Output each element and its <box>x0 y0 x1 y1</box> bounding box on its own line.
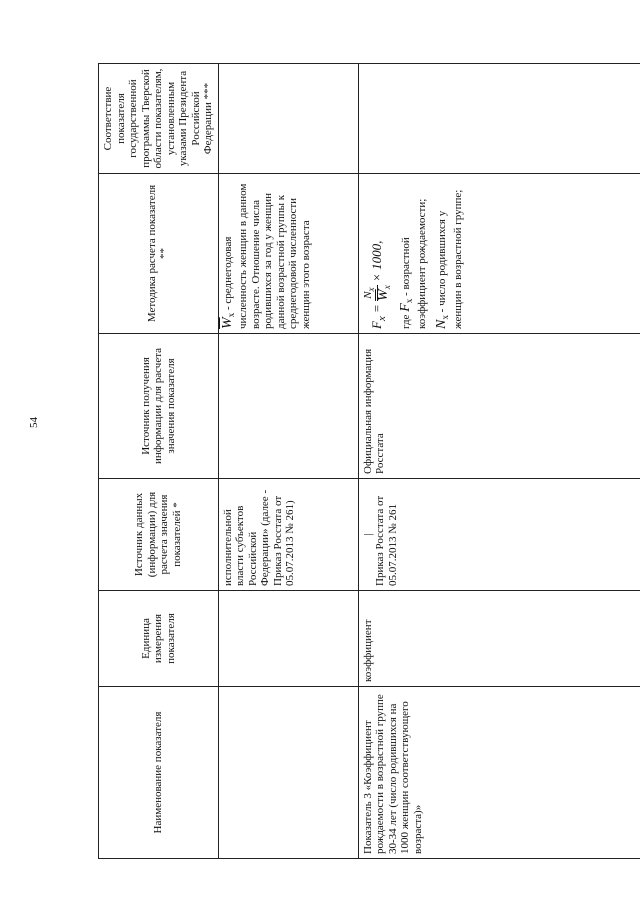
header-indicator-name: Наименование показателя <box>99 687 219 859</box>
indicator-row <box>358 64 640 859</box>
cont-col2 <box>218 591 358 687</box>
indicator-compliance <box>358 64 640 174</box>
indicator-info-source: Официальная информация Росстата <box>358 334 640 479</box>
formula-fraction: $N_x$ $\overline{W}_x$ <box>361 285 393 301</box>
indicators-table <box>98 63 640 859</box>
cont-method-text: - среднегодовая численность женщин в данном возрасте. Отношение числа родившихся за год у женщин данной возрастной группы к среднегодовой численности женщин этого возраста <box>221 183 312 329</box>
header-method: Методика расчета показателя ** <box>99 174 219 334</box>
cont-col4 <box>218 334 358 479</box>
header-data-source: Источник данных (информации) для расчета значения показателей * <box>99 479 219 591</box>
page-number: 54 <box>28 417 40 428</box>
definition-f: где $F_x$ - возрастной коэффициент рождаемости; <box>397 198 428 329</box>
indicator-method <box>358 174 640 334</box>
indicator-unit: коэффициент <box>358 591 640 687</box>
cont-method <box>218 174 358 334</box>
source-dash: | <box>361 533 374 536</box>
birth-rate-formula: $F_x$ = $N_x$ $\overline{W}_x$ × 1000, <box>361 240 393 329</box>
definition-n: $N_x$ - число родившихся у женщин в возрастной группе; <box>434 189 464 329</box>
cont-col6 <box>218 64 358 174</box>
continuation-row <box>218 64 358 859</box>
header-info-source: Источник получения информации для расчета значения показателя <box>99 334 219 479</box>
header-compliance: Соответствие показателя государственной программы Тверской области показателям, установленным указами Президента Российской Федерации *** <box>99 64 219 174</box>
w-subscript: x <box>225 312 236 318</box>
w-symbol: $\overline{W}$ <box>219 317 235 329</box>
indicator-name: Показатель 3 «Коэффициент рождаемости в возрастной группе 30-34 лет (число родившихся на 1000 женщин соответствующего возраста)» <box>358 687 640 859</box>
source-text: Приказ Росстата от 05.07.2013 № 261 <box>374 495 399 586</box>
header-row <box>99 64 219 859</box>
header-unit: Единица измерения показателя <box>99 591 219 687</box>
rotated-table-container <box>98 64 640 859</box>
cont-data-source: исполнительной власти субъектов Российской Федерации» (далее - Приказ Росстата от 05.07.2013 № 261) <box>218 479 358 591</box>
cont-col1 <box>218 687 358 859</box>
indicator-data-source <box>358 479 640 591</box>
